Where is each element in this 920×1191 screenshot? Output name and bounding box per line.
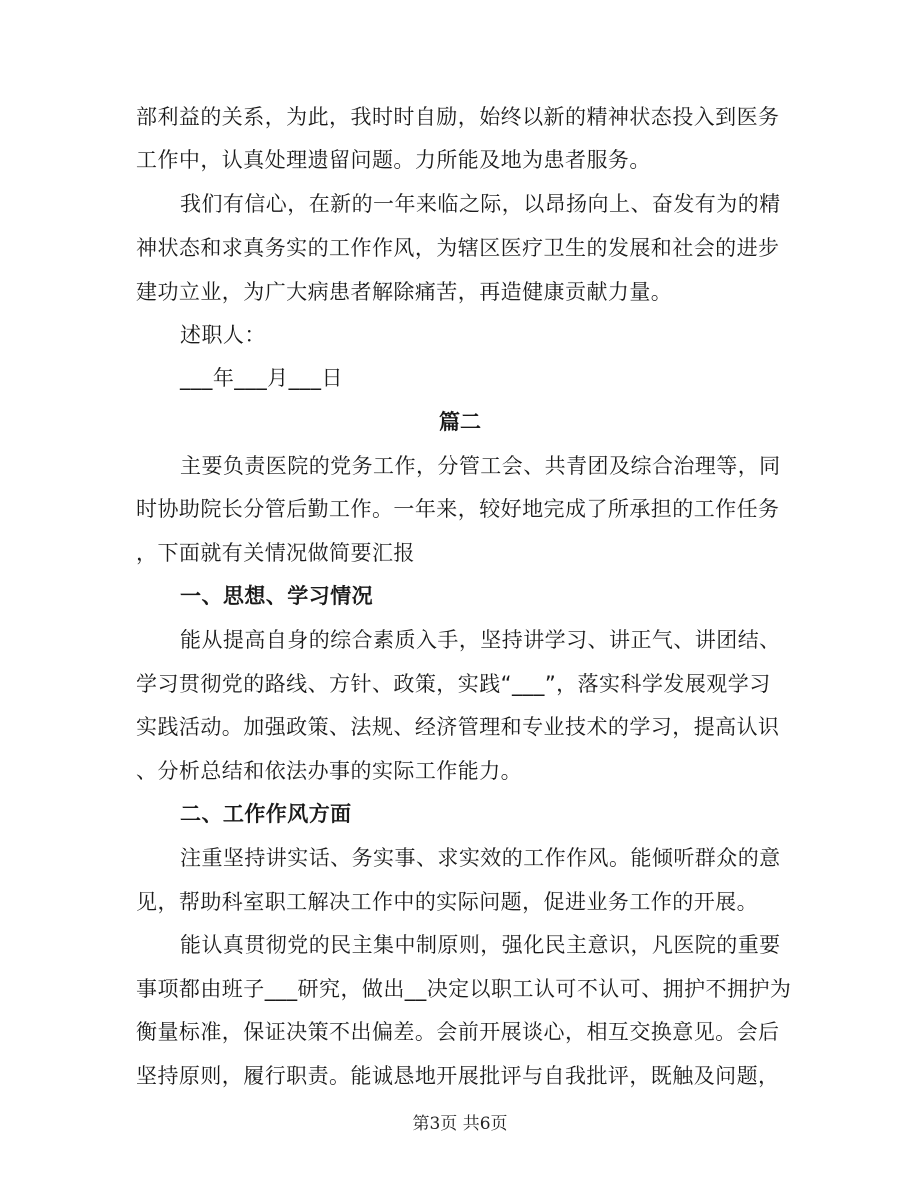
paragraph-line: 能从提高自身的综合素质入手，坚持讲学习、讲正气、讲团结、	[180, 628, 781, 652]
page-number-footer: 第3页 共6页	[412, 1114, 508, 1134]
paragraph-line: 、分析总结和依法办事的实际工作能力。	[136, 759, 523, 783]
paragraph-line: 见，帮助科室职工解决工作中的实际问题，促进业务工作的开展。	[136, 890, 759, 914]
heading-work-style: 二、工作作风方面	[180, 802, 352, 826]
paragraph-line: 建功立业，为广大病患者解除痛苦，再造健康贡献力量。	[136, 280, 673, 304]
paragraph-line: 注重坚持讲实话、务实事、求实效的工作作风。能倾听群众的意	[180, 846, 781, 870]
paragraph-line: 主要负责医院的党务工作，分管工会、共青团及综合治理等，同	[180, 454, 781, 478]
paragraph-line: 工作中，认真处理遗留问题。力所能及地为患者服务。	[136, 148, 651, 172]
paragraph-line: 时协助院长分管后勤工作。一年来，较好地完成了所承担的工作任务	[136, 497, 780, 521]
date-line: ___年___月___日	[180, 366, 343, 390]
paragraph-line: 坚持原则，履行职责。能诚恳地开展批评与自我批评，既触及问题，	[136, 1064, 780, 1088]
paragraph-line: 实践活动。加强政策、法规、经济管理和专业技术的学习，提高认识	[136, 715, 780, 739]
paragraph-line: 学习贯彻党的路线、方针、政策，实践“___”，落实科学发展观学习	[136, 672, 771, 696]
paragraph-line: 能认真贯彻党的民主集中制原则，强化民主意识，凡医院的重要	[180, 933, 781, 957]
signer-label: 述职人：	[180, 323, 266, 347]
paragraph-line: 部利益的关系，为此，我时时自励，始终以新的精神状态投入到医务	[136, 105, 780, 129]
paragraph-line: 我们有信心，在新的一年来临之际，以昂扬向上、奋发有为的精	[180, 192, 781, 216]
paragraph-line: 神状态和求真务实的工作作风，为辖区医疗卫生的发展和社会的进步	[136, 236, 780, 260]
paragraph-line: ，下面就有关情况做简要汇报	[136, 541, 415, 565]
section-title: 篇二	[439, 410, 481, 434]
heading-thought-study: 一、思想、学习情况	[180, 584, 374, 608]
paragraph-line: 事项都由班子___研究，做出__决定以职工认可不认可、拥护不拥护为	[136, 977, 792, 1001]
paragraph-line: 衡量标准，保证决策不出偏差。会前开展谈心，相互交换意见。会后	[136, 1020, 780, 1044]
